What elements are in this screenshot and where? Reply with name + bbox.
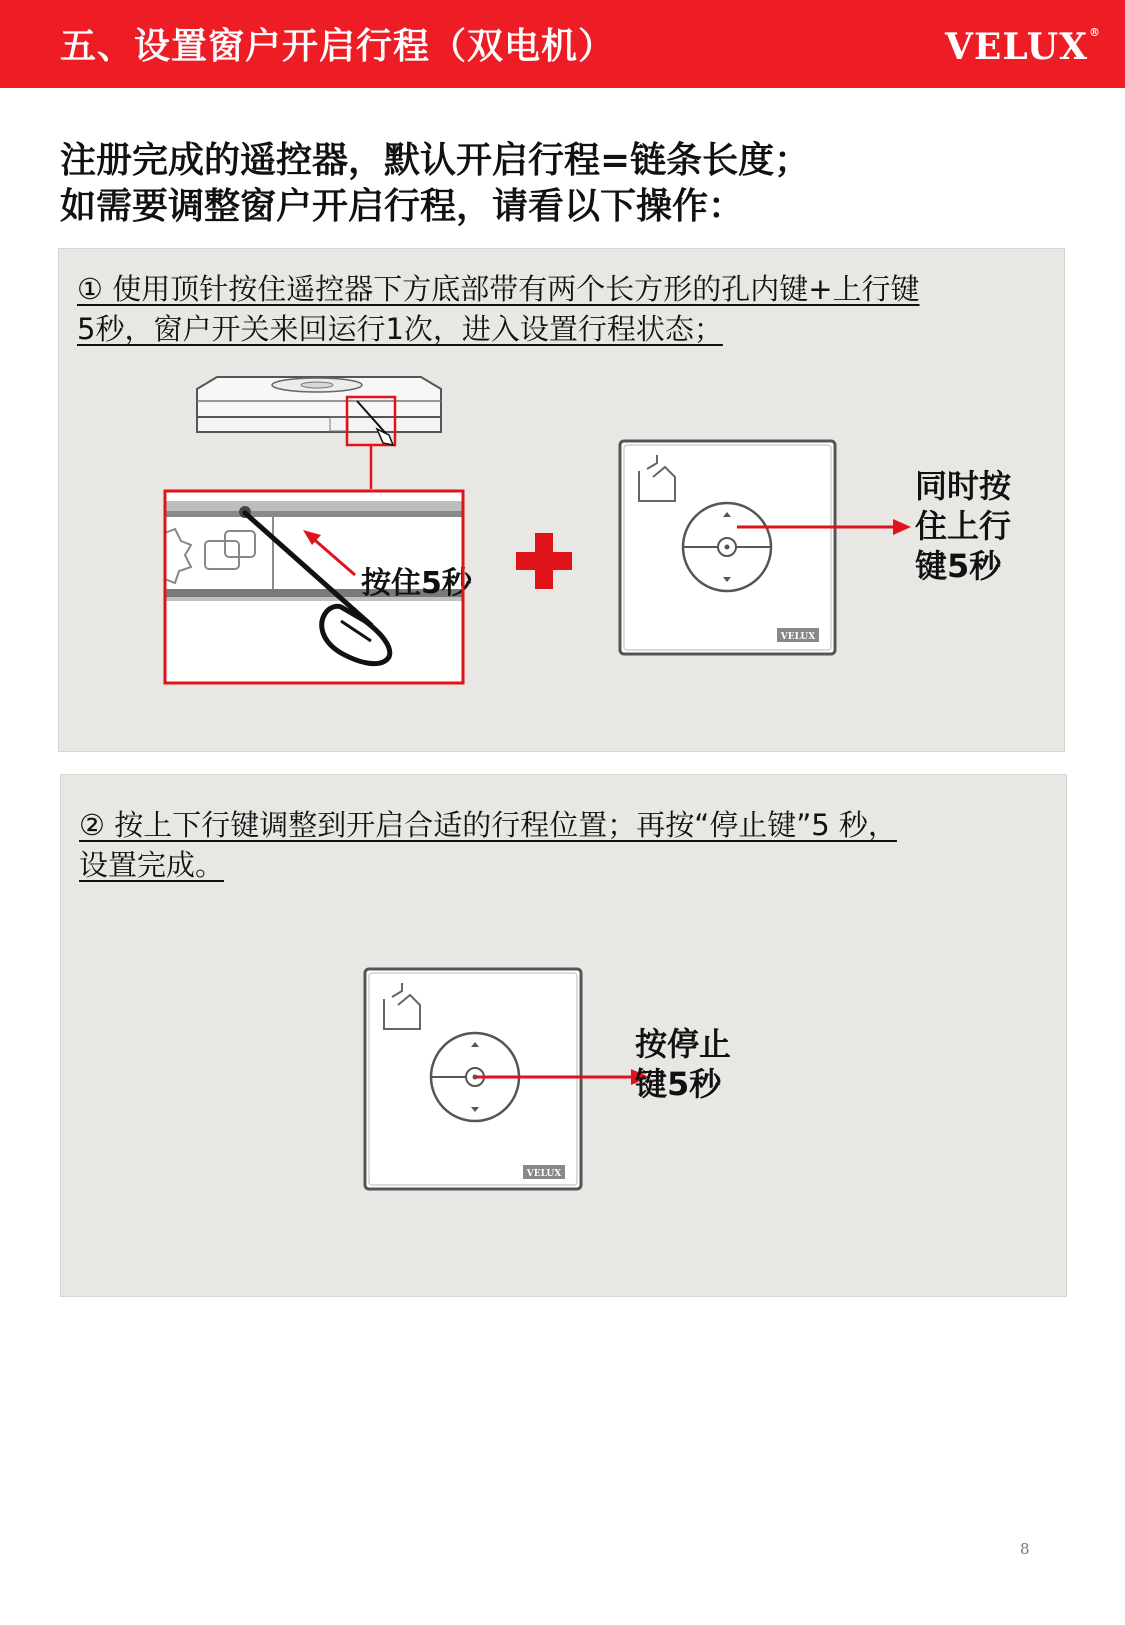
intro-text: [60, 138, 810, 230]
step-2-number: ②: [79, 808, 105, 842]
plus-icon: [516, 533, 572, 589]
intro-line-2: 如需要调整窗户开启行程，请看以下操作：: [60, 186, 745, 227]
callout-line-1: 同时按: [915, 467, 1012, 505]
step-1-text-line-1: 使用顶针按住遥控器下方底部带有两个长方形的孔内键+上行键: [103, 272, 920, 306]
remote-side-view: [197, 377, 441, 432]
callout-line-3: 键5秒: [915, 547, 1002, 585]
header-bar: [0, 0, 1125, 88]
callout-line-2: 键5秒: [635, 1065, 722, 1103]
step-1-text-line-2: 5秒，窗户开关来回运行1次，进入设置行程状态；: [77, 312, 723, 346]
press-five-seconds-label: 按住5秒: [361, 566, 472, 601]
page-title: 五、设置窗户开启行程（双电机）: [60, 26, 616, 67]
step-1-number: ①: [77, 272, 103, 306]
hold-stop-key-callout: [635, 1025, 742, 1103]
step-1-illustration: [59, 249, 1066, 753]
step-2-panel: [60, 774, 1067, 1297]
remote-front-view: [620, 441, 911, 654]
remote-front-view: [365, 969, 649, 1189]
intro-line-1: 注册完成的遥控器，默认开启行程=链条长度；: [60, 140, 811, 181]
step-2-text-line-2: 设置完成。: [79, 848, 225, 882]
callout-line-1: 按停止: [635, 1025, 732, 1063]
remote-brand-label: VELUX: [780, 632, 816, 642]
zoom-detail: [165, 491, 473, 683]
registered-mark: ®: [1089, 26, 1102, 39]
step-2-text-line-1: 按上下行键调整到开启合适的行程位置；再按“停止键”5 秒，: [105, 808, 897, 842]
remote-brand-label: VELUX: [526, 1169, 562, 1179]
hold-up-key-callout: [915, 467, 1022, 585]
callout-line-2: 住上行: [915, 507, 1012, 545]
brand-name: VELUX: [945, 26, 1089, 68]
velux-logo: [945, 26, 1101, 68]
page-number: 8: [1020, 1540, 1030, 1558]
step-1-panel: [58, 248, 1065, 752]
step-2-illustration: [61, 775, 1068, 1298]
control-dial: [683, 503, 771, 591]
